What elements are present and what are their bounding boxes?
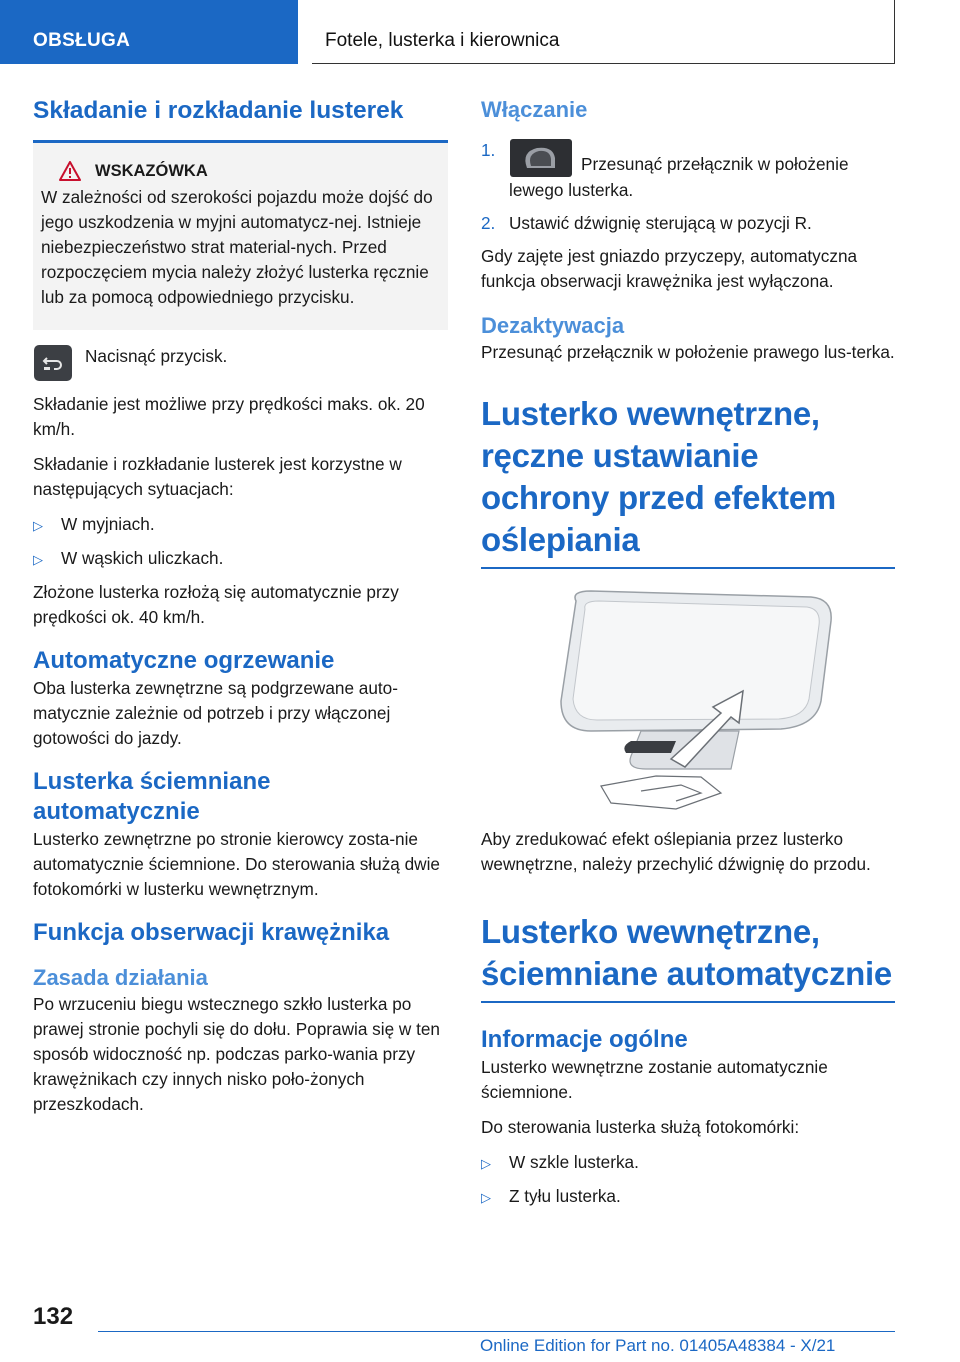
rearview-mirror-illustration	[481, 581, 895, 821]
step-item	[481, 138, 896, 203]
triangle-bullet-icon: ▷	[33, 518, 43, 533]
warning-text: W zależności od szerokości pojazdu może dojść do jego uszkodzenia w myjni automatycz-nej. Istnieje niebezpieczeństwo strat material-nych. Przed rozpoczęciem mycia należy złożyć lusterka ręcznie lub za pomocą odpowiedniego przycisku.	[41, 187, 433, 307]
section-tab: OBSŁUGA	[0, 0, 298, 64]
list-item: ▷ W szkle lusterka.	[481, 1150, 896, 1176]
step-item	[481, 211, 896, 236]
right-column	[481, 96, 896, 1218]
fold-situations-text: Składanie i rozkładanie lusterek jest korzystne w następujących sytuacjach:	[33, 454, 402, 499]
activation-steps	[481, 138, 896, 236]
triangle-bullet-icon: ▷	[33, 552, 43, 567]
auto-dim-text: Lusterko zewnętrzne po stronie kierowcy zosta-nie automatycznie ściemnione. Do sterowania służą dwie fotokomórki w lusterku wewnętrznym.	[33, 829, 440, 899]
general-info-text: Lusterko wewnętrzne zostanie automatycznie ściemnione.	[481, 1057, 828, 1102]
heading-auto-heating: Automatyczne ogrzewanie	[33, 647, 335, 674]
list-item: ▷ W myjniach.	[33, 512, 448, 538]
warning-icon	[59, 161, 81, 181]
warning-title-text: WSKAZÓWKA	[95, 161, 208, 180]
heading-auto-dim-inner: Lusterko wewnętrzne, ściemniane automatycznie	[481, 913, 892, 992]
heading-rule	[481, 567, 895, 569]
step-text: Przesunąć przełącznik w położenie lewego lusterka.	[509, 154, 849, 200]
fold-speed-text: Składanie jest możliwe przy prędkości maks. ok. 20 km/h.	[33, 394, 425, 439]
list-item: ▷ W wąskich uliczkach.	[33, 546, 448, 572]
triangle-bullet-icon: ▷	[481, 1190, 491, 1205]
triangle-bullet-icon: ▷	[481, 1156, 491, 1171]
warning-title	[41, 161, 438, 181]
page-number: 132	[33, 1303, 74, 1330]
heading-curb-function: Funkcja obserwacji krawężnika	[33, 919, 390, 946]
heading-general-info: Informacje ogólne	[481, 1026, 688, 1053]
unfold-speed-text: Złożone lusterka rozłożą się automatycznie przy prędkości ok. 40 km/h.	[33, 582, 399, 627]
trailer-note-text: Gdy zajęte jest gniazdo przyczepy, automatyczna funkcja obserwacji krawężnika jest wyłączona.	[481, 246, 858, 291]
manual-antiglare-text: Aby zredukować efekt oślepiania przez lusterko wewnętrzne, należy przechylić dźwignię do przodu.	[481, 829, 871, 874]
edition-text: Online Edition for Part no. 01405A48384 - X/21	[480, 1336, 836, 1355]
step-number: 1.	[481, 140, 496, 160]
mirror-switch-icon	[509, 138, 573, 178]
footer-rule	[98, 1331, 895, 1332]
principle-text: Po wrzuceniu biegu wstecznego szkło lusterka po prawej stronie pochyli się do dołu. Poprawia się w ten sposób widoczność np. podczas parko-wania przy krawężnikach czy innych nisko poło-żonych przeszkodach.	[33, 994, 440, 1114]
deactivation-text: Przesunąć przełącznik w położenie prawego lus-terka.	[481, 342, 895, 362]
press-button-row	[33, 344, 448, 382]
chapter-title: Fotele, lusterka i kierownica	[312, 0, 895, 64]
heading-rule	[481, 1001, 895, 1003]
list-item: ▷ Z tyłu lusterka.	[481, 1184, 896, 1210]
left-column	[33, 96, 448, 1127]
photocells-list	[481, 1150, 896, 1210]
auto-heating-text: Oba lusterka zewnętrzne są podgrzewane auto-matycznie zależnie od potrzeb i przy włączonej gotowości do jazdy.	[33, 678, 398, 748]
heading-fold-mirrors: Składanie i rozkładanie lusterek	[33, 97, 404, 124]
step-number: 2.	[481, 213, 496, 233]
heading-manual-antiglare: Lusterko wewnętrzne, ręczne ustawianie ochrony przed efektem oślepiania	[481, 395, 836, 558]
fold-mirror-button-icon	[33, 344, 73, 382]
press-button-text: Nacisnąć przycisk.	[85, 346, 228, 366]
warning-box	[33, 143, 448, 330]
heading-principle: Zasada działania	[33, 965, 208, 990]
step-text: Ustawić dźwignię sterującą w pozycji R.	[509, 213, 812, 233]
fold-situations-list	[33, 512, 448, 572]
heading-auto-dim-mirrors: Lusterka ściemniane automatycznie	[33, 768, 271, 825]
heading-activation: Włączanie	[481, 97, 588, 122]
heading-deactivation: Dezaktywacja	[481, 313, 625, 338]
photocells-text: Do sterowania lusterka służą fotokomórki:	[481, 1117, 800, 1137]
